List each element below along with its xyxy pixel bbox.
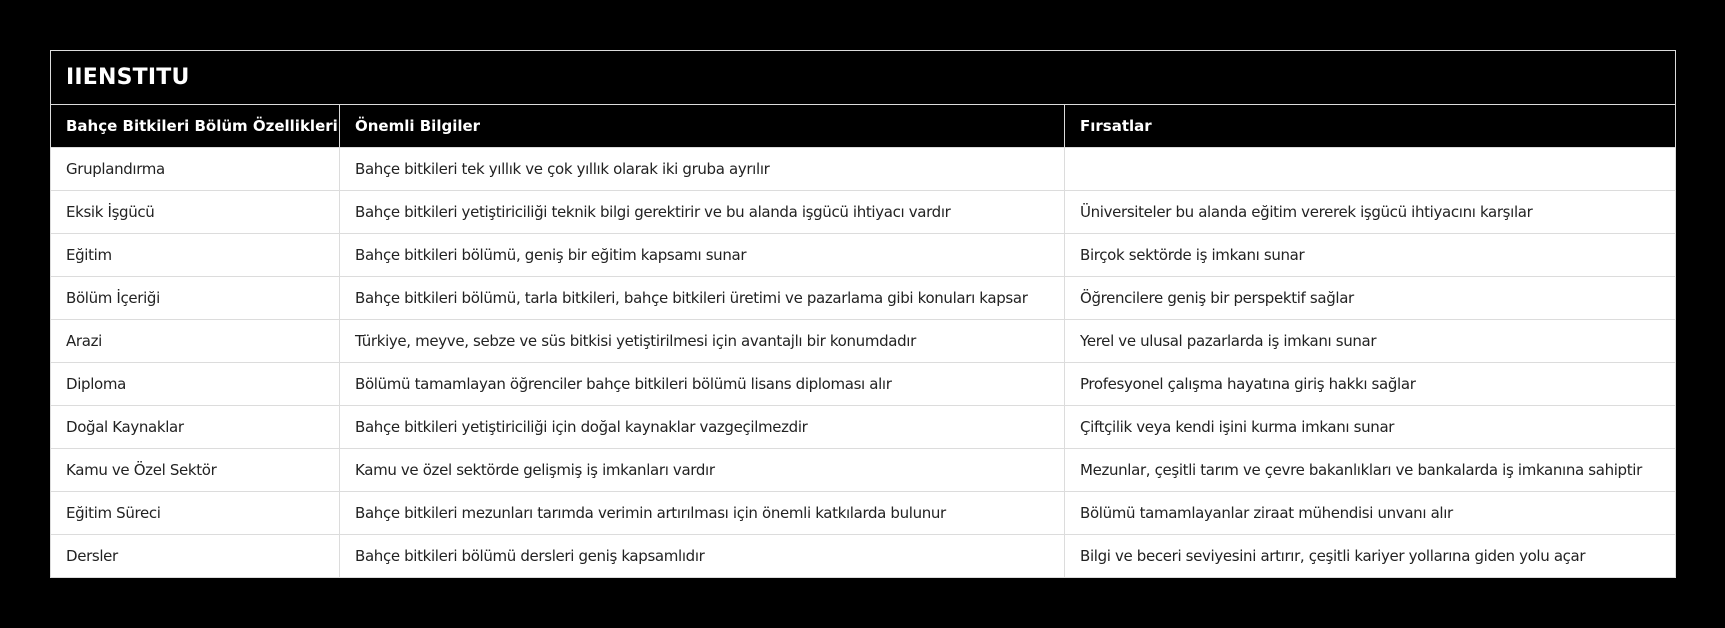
cell-info: Bahçe bitkileri bölümü, geniş bir eğitim kapsamı sunar: [340, 234, 1065, 277]
cell-opportunity: Öğrencilere geniş bir perspektif sağlar: [1065, 277, 1676, 320]
cell-feature: Gruplandırma: [51, 148, 340, 191]
table-row: [51, 406, 1676, 449]
cell-feature: Eksik İşgücü: [51, 191, 340, 234]
cell-info: Bahçe bitkileri yetiştiriciliği teknik bilgi gerektirir ve bu alanda işgücü ihtiyacı vardır: [340, 191, 1065, 234]
cell-opportunity: Birçok sektörde iş imkanı sunar: [1065, 234, 1676, 277]
cell-info: Bahçe bitkileri yetiştiriciliği için doğal kaynaklar vazgeçilmezdir: [340, 406, 1065, 449]
table-row: [51, 320, 1676, 363]
table-row: [51, 363, 1676, 406]
table-row: [51, 148, 1676, 191]
table-title: IIENSTITU: [51, 51, 1676, 105]
cell-feature: Arazi: [51, 320, 340, 363]
cell-info: Bahçe bitkileri bölümü, tarla bitkileri, bahçe bitkileri üretimi ve pazarlama gibi konuları kapsar: [340, 277, 1065, 320]
cell-opportunity: Bilgi ve beceri seviyesini artırır, çeşitli kariyer yollarına giden yolu açar: [1065, 535, 1676, 578]
cell-opportunity: Çiftçilik veya kendi işini kurma imkanı sunar: [1065, 406, 1676, 449]
table-row: [51, 492, 1676, 535]
table-row: [51, 535, 1676, 578]
table-row: [51, 277, 1676, 320]
cell-info: Bölümü tamamlayan öğrenciler bahçe bitkileri bölümü lisans diploması alır: [340, 363, 1065, 406]
cell-opportunity: Üniversiteler bu alanda eğitim vererek işgücü ihtiyacını karşılar: [1065, 191, 1676, 234]
cell-opportunity: Yerel ve ulusal pazarlarda iş imkanı sunar: [1065, 320, 1676, 363]
cell-opportunity: Profesyonel çalışma hayatına giriş hakkı sağlar: [1065, 363, 1676, 406]
table-title-row: [51, 51, 1676, 105]
table-row: [51, 234, 1676, 277]
cell-opportunity: Bölümü tamamlayanlar ziraat mühendisi unvanı alır: [1065, 492, 1676, 535]
info-table: [50, 50, 1676, 578]
table-row: [51, 191, 1676, 234]
cell-info: Türkiye, meyve, sebze ve süs bitkisi yetiştirilmesi için avantajlı bir konumdadır: [340, 320, 1065, 363]
cell-feature: Eğitim Süreci: [51, 492, 340, 535]
cell-info: Bahçe bitkileri mezunları tarımda verimin artırılması için önemli katkılarda bulunur: [340, 492, 1065, 535]
column-header-important-info: Önemli Bilgiler: [340, 105, 1065, 148]
cell-feature: Doğal Kaynaklar: [51, 406, 340, 449]
cell-feature: Diploma: [51, 363, 340, 406]
table-header-row: [51, 105, 1676, 148]
column-header-opportunities: Fırsatlar: [1065, 105, 1676, 148]
cell-info: Kamu ve özel sektörde gelişmiş iş imkanları vardır: [340, 449, 1065, 492]
column-header-features: Bahçe Bitkileri Bölüm Özellikleri: [51, 105, 340, 148]
cell-info: Bahçe bitkileri tek yıllık ve çok yıllık olarak iki gruba ayrılır: [340, 148, 1065, 191]
table-row: [51, 449, 1676, 492]
cell-feature: Bölüm İçeriği: [51, 277, 340, 320]
cell-opportunity: [1065, 148, 1676, 191]
table-container: [50, 50, 1675, 578]
cell-feature: Kamu ve Özel Sektör: [51, 449, 340, 492]
cell-feature: Dersler: [51, 535, 340, 578]
cell-feature: Eğitim: [51, 234, 340, 277]
cell-info: Bahçe bitkileri bölümü dersleri geniş kapsamlıdır: [340, 535, 1065, 578]
cell-opportunity: Mezunlar, çeşitli tarım ve çevre bakanlıkları ve bankalarda iş imkanına sahiptir: [1065, 449, 1676, 492]
